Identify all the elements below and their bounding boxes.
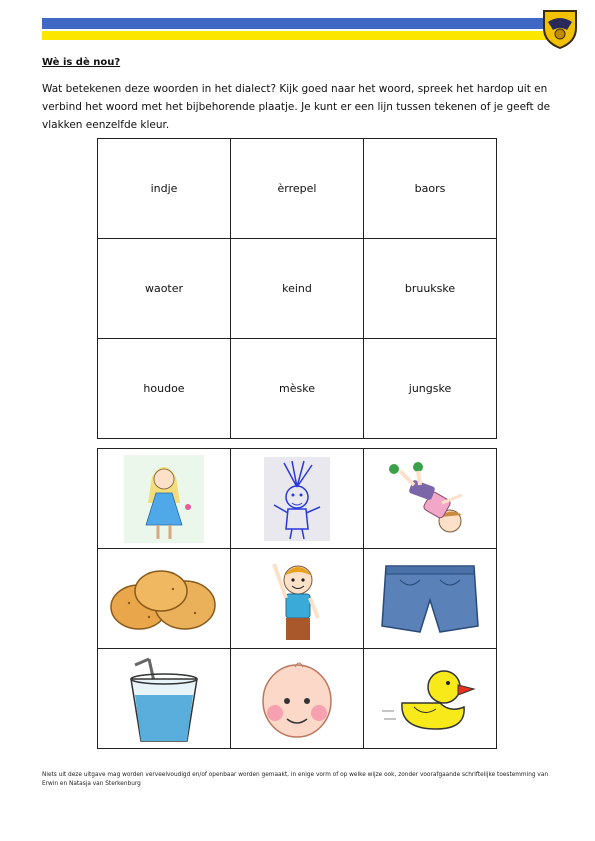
page-title: Wè is dè nou? — [42, 57, 121, 68]
potatoes-icon — [109, 563, 219, 635]
picture-cell[interactable] — [364, 449, 497, 549]
word-cell[interactable]: bruukske — [364, 239, 497, 339]
waving-boy-icon — [262, 554, 332, 644]
shorts-icon — [380, 560, 480, 638]
shield-logo-icon — [541, 8, 579, 50]
header-band-yellow — [42, 31, 554, 40]
picture-cell[interactable] — [98, 449, 231, 549]
troll-icon — [264, 457, 330, 541]
word-cell[interactable]: èrrepel — [231, 139, 364, 239]
picture-cell[interactable] — [364, 649, 497, 749]
word-cell[interactable]: baors — [364, 139, 497, 239]
footer-copyright: Niets uit deze uitgave mag worden verveelvoudigd en/of openbaar worden gemaakt, in enige vorm of op welke wijze ook, zonder voorafgaande schriftelijke toestemming van Erwin en Natasja van Sterkenburg — [42, 772, 549, 787]
picture-cell[interactable] — [364, 549, 497, 649]
picture-cell[interactable] — [98, 549, 231, 649]
glass-of-water-icon — [119, 655, 209, 743]
baby-face-icon — [257, 657, 337, 741]
word-cell[interactable]: houdoe — [98, 339, 231, 439]
picture-cell[interactable] — [231, 549, 364, 649]
girl-icon — [124, 455, 204, 543]
instructions: Wat betekenen deze woorden in het dialect? Kijk goed naar het woord, spreek het hardop uit en verbind het woord met het bijbehorende plaatje. Je kunt er een lijn tussen tekenen of je geeft de vlakken eenzelfde kleur. — [42, 83, 551, 131]
rubber-duck-icon — [380, 663, 480, 735]
picture-cell[interactable] — [231, 649, 364, 749]
word-grid — [97, 138, 497, 439]
picture-cell[interactable] — [231, 449, 364, 549]
picture-cell[interactable] — [98, 649, 231, 749]
falling-boy-icon — [380, 459, 480, 539]
header-band-blue — [42, 18, 554, 29]
word-cell[interactable]: indje — [98, 139, 231, 239]
word-cell[interactable]: mèske — [231, 339, 364, 439]
word-cell[interactable]: waoter — [98, 239, 231, 339]
word-cell[interactable]: jungske — [364, 339, 497, 439]
picture-grid — [97, 448, 497, 749]
word-cell[interactable]: keind — [231, 239, 364, 339]
